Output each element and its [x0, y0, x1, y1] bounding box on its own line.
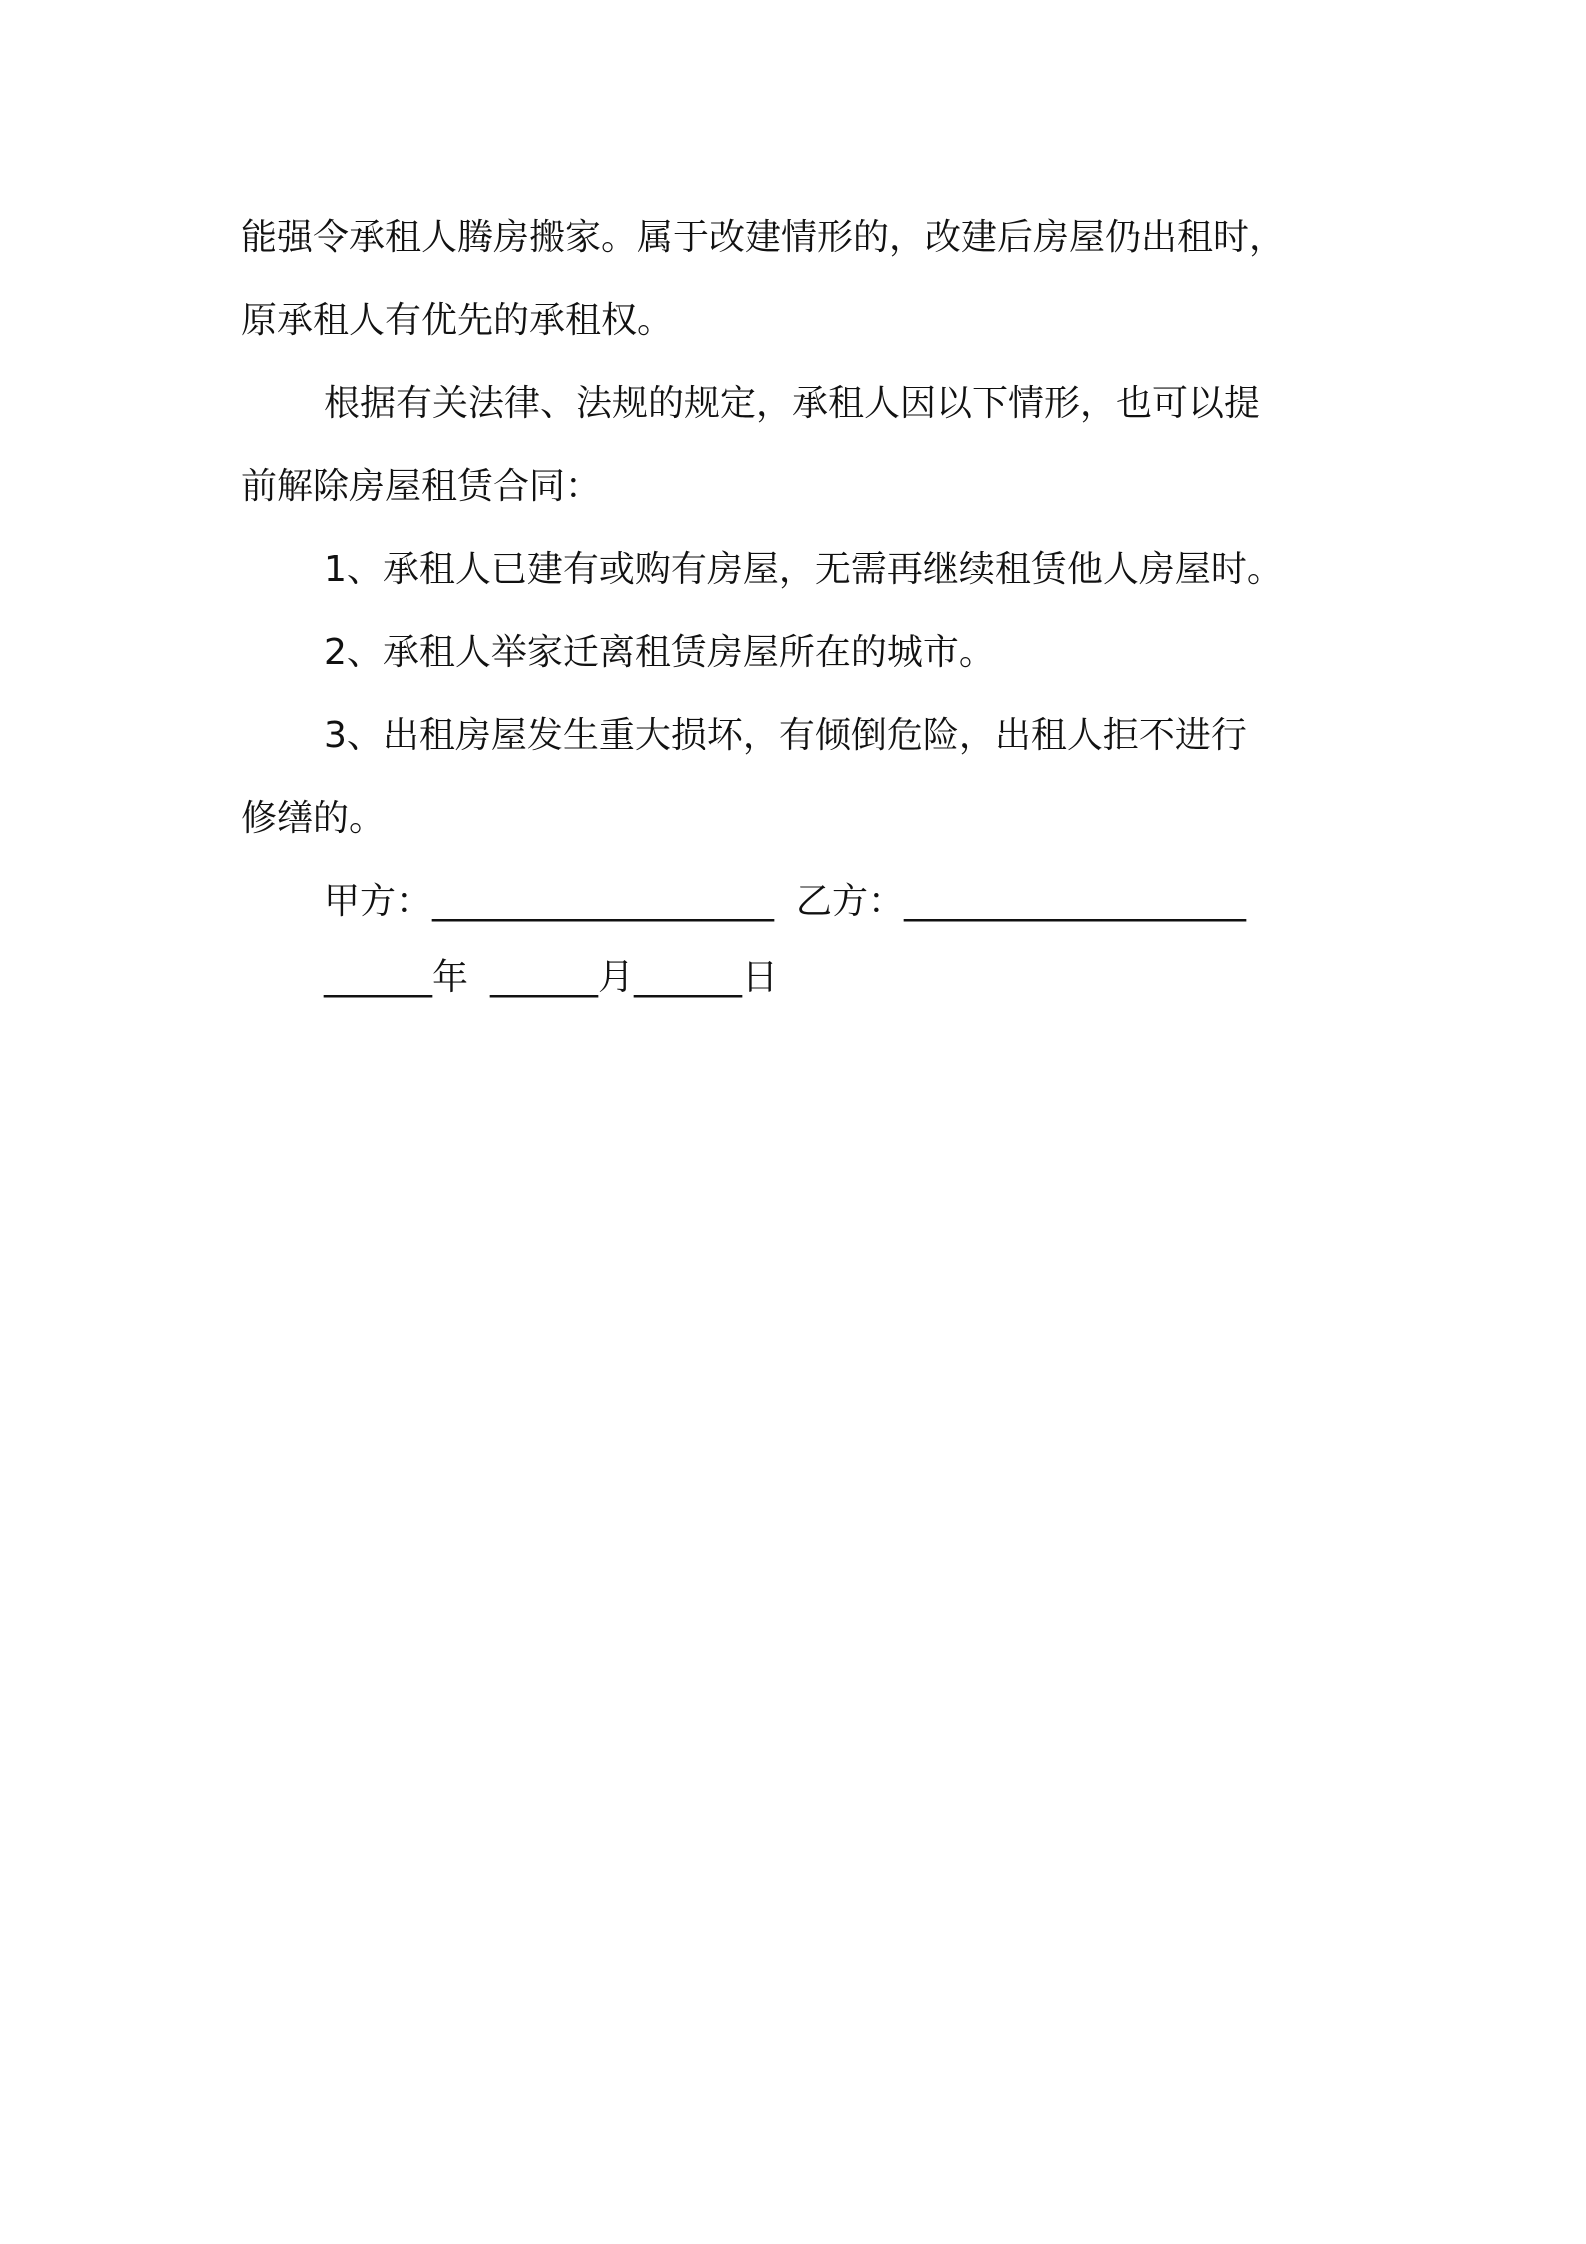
party-b-signature: 乙方：___________________ [796, 881, 1247, 922]
document-body [241, 196, 1371, 1013]
date-line [241, 943, 1371, 1013]
paragraph-line: 能强令承租人腾房搬家。属于改建情形的，改建后房屋仍出租时， [241, 217, 1286, 258]
paragraph-line: 前解除房屋租赁合同： [241, 466, 602, 507]
paragraph-line: 原承租人有优先的承租权。 [241, 300, 674, 341]
signature-line [241, 860, 1371, 943]
party-a-signature: 甲方：___________________ [324, 881, 775, 922]
list-item: 2、承租人举家迁离租赁房屋所在的城市。 [324, 632, 995, 673]
list-item: 3、出租房屋发生重大损坏，有倾倒危险，出租人拒不进行 [324, 715, 1247, 756]
date-year: ______年 [324, 957, 469, 998]
list-item-continuation: 修缮的。 [241, 798, 386, 839]
paragraph-line: 根据有关法律、法规的规定，承租人因以下情形，也可以提 [324, 383, 1261, 424]
date-month-day: ______月______日 [490, 957, 779, 998]
list-item: 1、承租人已建有或购有房屋，无需再继续租赁他人房屋时。 [324, 549, 1283, 590]
